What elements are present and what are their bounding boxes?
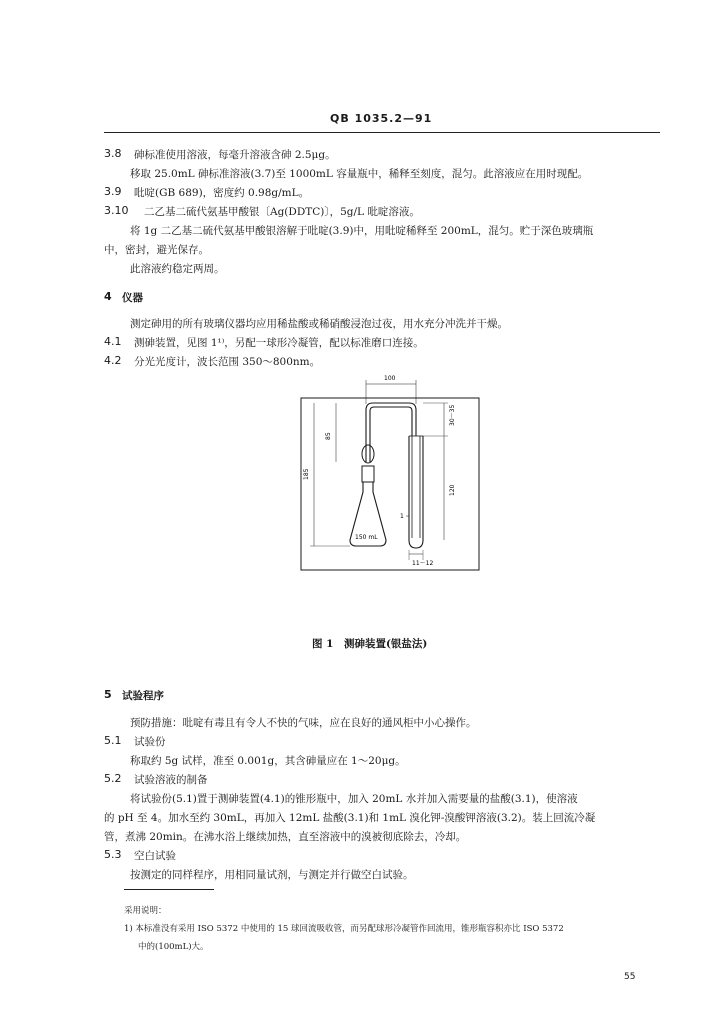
- section-title: 试验程序: [122, 690, 164, 702]
- footnote-text: 中的(100mL)大。: [138, 942, 209, 952]
- clause-text: 分光光度计，波长范围 350～800nm。: [134, 356, 321, 368]
- flask-volume-label: 150 mL: [355, 534, 378, 541]
- dim-right-small: 1: [400, 513, 404, 520]
- clause-body: 中，密封，避光保存。: [104, 244, 209, 256]
- clause-number: 5.1: [104, 734, 122, 747]
- clause-body: 测定砷用的所有玻璃仪器均应用稀盐酸或稀硝酸浸泡过夜，用水充分冲洗并干燥。: [130, 318, 508, 330]
- page-number: 55: [624, 972, 636, 982]
- clause-body: 按测定的同样程序，用相同量试剂，与测定并行做空白试验。: [130, 869, 414, 881]
- footnote-title: 采用说明：: [124, 906, 167, 916]
- section-title: 仪器: [122, 292, 143, 304]
- clause-text: 吡啶(GB 689)，密度约 0.98g/mL。: [134, 187, 310, 199]
- clause-number: 3.8: [104, 147, 122, 160]
- dim-right-mid: 120: [449, 484, 456, 496]
- clause-body: 将试验份(5.1)置于测砷装置(4.1)的锥形瓶中，加入 20mL 水并加入需要量的盐酸(3.1)，使溶液: [130, 793, 578, 805]
- dim-left-upper: 85: [325, 432, 332, 440]
- clause-body: 移取 25.0mL 砷标准溶液(3.7)至 1000mL 容量瓶中，稀释至刻度，混匀。此溶液应在用时现配。: [130, 168, 589, 180]
- figure-caption: 图 1 测砷装置(银盐法): [312, 638, 428, 650]
- clause-number: 3.10: [104, 204, 129, 217]
- clause-text: 测砷装置，见图 1¹⁾，另配一球形冷凝管，配以标准磨口连接。: [134, 337, 424, 349]
- standard-code: QB 1035.2—91: [330, 112, 433, 125]
- arsenic-apparatus-diagram: [296, 370, 486, 580]
- clause-number: 3.9: [104, 185, 122, 198]
- clause-body: 将 1g 二乙基二硫代氨基甲酸银溶解于吡啶(3.9)中，用吡啶稀释至 200mL，混匀。贮于深色玻璃瓶: [130, 225, 594, 237]
- section-number: 4: [104, 290, 112, 303]
- dim-bottom: 11～12: [412, 560, 434, 567]
- dim-top: 100: [384, 375, 396, 382]
- clause-body: 预防措施：吡啶有毒且有令人不快的气味，应在良好的通风柜中小心操作。: [130, 717, 477, 729]
- footnote-text: 1) 本标准没有采用 ISO 5372 中使用的 15 球回流吸收管，而另配球形冷凝管作回流用，锥形瓶容积亦比 ISO 5372: [124, 924, 564, 934]
- clause-title: 试验份: [134, 736, 166, 748]
- clause-body: 此溶液约稳定两周。: [130, 263, 225, 275]
- dim-right-top: 30～35: [449, 404, 456, 426]
- clause-title: 试验溶液的制备: [134, 774, 208, 786]
- clause-number: 5.3: [104, 848, 122, 861]
- dim-left-total: 185: [303, 468, 310, 480]
- clause-number: 4.1: [104, 335, 122, 348]
- clause-text: 砷标准使用溶液，每毫升溶液含砷 2.5μg。: [134, 149, 336, 161]
- clause-body: 管，煮沸 20min。在沸水浴上继续加热，直至溶液中的溴被彻底除去，冷却。: [104, 831, 467, 843]
- clause-number: 4.2: [104, 354, 122, 367]
- clause-number: 5.2: [104, 772, 122, 785]
- footnote-rule: [124, 889, 214, 890]
- clause-body: 的 pH 至 4。加水至约 30mL，再加入 12mL 盐酸(3.1)和 1mL 溴化钾-溴酸钾溶液(3.2)。装上回流冷凝: [104, 812, 596, 824]
- clause-text: 二乙基二硫代氨基甲酸银〔Ag(DDTC)〕，5g/L 吡啶溶液。: [144, 206, 420, 218]
- header-rule: [104, 132, 660, 133]
- clause-body: 称取约 5g 试样，准至 0.001g，其含砷量应在 1～20μg。: [130, 755, 406, 767]
- clause-title: 空白试验: [134, 850, 176, 862]
- section-number: 5: [104, 688, 112, 701]
